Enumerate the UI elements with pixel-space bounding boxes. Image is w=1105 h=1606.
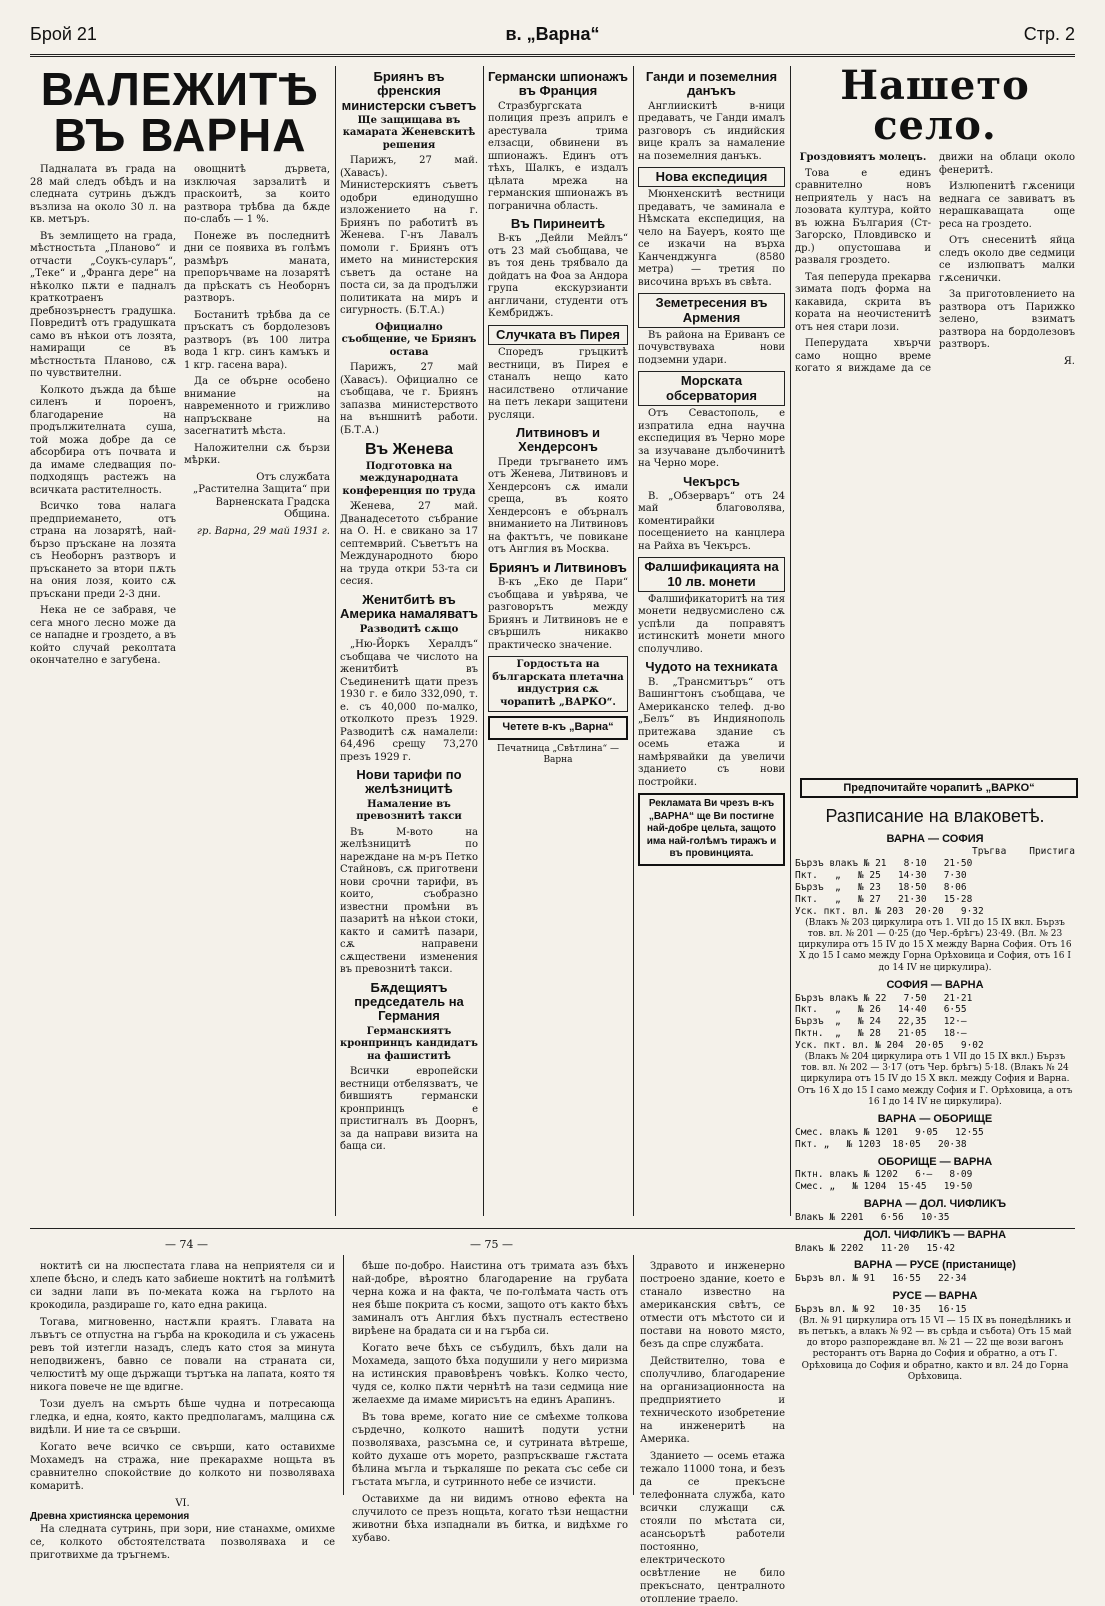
column-rule xyxy=(633,1255,634,1495)
paragraph: Падналата въ града на 28 май следъ обѣдъ и на следната сутринь дъждъ възлиза на около 30 л. на кв. метъръ. xyxy=(30,164,176,225)
page-header xyxy=(30,18,1075,57)
headline: Женитбитѣ въ Америка намаляватъ xyxy=(340,591,479,622)
timetable-row: Бързъ влакъ № 21 8·10 21·50 xyxy=(795,858,973,870)
paragraph: Тая пеперуда прекарва зимата подъ форма на какавида, скрита въ кората на неочистенитѣ отъ нея стари лози. xyxy=(795,271,931,333)
paragraph: бѣше по-добро. Наистина отъ тримата азъ бѣхъ най-добре, вѣроятно благодарение на грубата черна кожа и на факта, че по-голѣмата часть отъ нея бѣше покрита съ косми, защото отъ както бѣхъ заминалъ отъ Англия бѣхъ пустналъ естествено вирѣене на брадата си и на гърба си. xyxy=(352,1261,628,1337)
paragraph: Мюнхенскитѣ вестници предаватъ, че заминала е Нѣмската експедиция, на чело на Бауеръ, която ще се изкачи на върха Канченджунга (8580 метра) — третия по височина връхъ въ свѣта. xyxy=(638,189,785,288)
timetable-row: Смес. влакъ № 1201 9·05 12·55 xyxy=(795,1126,984,1138)
timetable-row: Пктн. влакъ № 1202 6·— 8·09 xyxy=(795,1169,973,1181)
paragraph: Въ землището на града, мѣстностьта „Планово“ и отчасти „Соукъ-суларъ“, „Теке“ и „Франга дере“ на нѣколко пѫти е падналъ краткотраенъ дребнозърнестъ градушка. Повредитѣ отъ градушката само въ нѣкои отъ лозята, намиращи се въ мѣстностьта Планово, сѫ по чувствителни. xyxy=(30,230,176,379)
paragraph: Англиискитѣ в-ници предаватъ, че Ганди ималъ разговоръ съ индийския вице кралъ за намаление на поземелния данъкъ. xyxy=(638,100,785,162)
timetable-row: Уск. пкт. вл. № 204 20·05 9·02 xyxy=(795,1040,984,1051)
headline: Литвиновъ и Хендерсонъ xyxy=(515,425,600,455)
column-rule xyxy=(483,66,484,1216)
subheadline: Гроздовиятъ молецъ. xyxy=(799,152,927,163)
our-village-title: Нашето село. xyxy=(840,62,1030,149)
timetable-route: РУСЕ — ВАРНА xyxy=(892,1290,978,1302)
timetable-row: Бързъ „ № 24 22,35 12·— xyxy=(795,1016,967,1028)
column-4 xyxy=(488,66,628,1216)
paragraph: Фалшификаторитѣ на тия монети недвусмислено сѫ успѣли да поправятъ истинскитѣ монети много сполучливо. xyxy=(638,593,785,655)
paragraph: Понеже въ последнитѣ дни се появиха въ голѣмъ размѣръ маната, препоръчваме на лозарятѣ да прѣскатъ съ Необорнъ разтворъ. xyxy=(184,230,330,304)
subheadline: Разводитѣ сѫщо xyxy=(359,623,459,635)
timetable-row: Бързъ „ № 23 18·50 8·06 xyxy=(795,881,967,893)
column-rule xyxy=(335,66,336,1216)
headline: Ганди и поземелния данъкъ xyxy=(645,69,778,99)
timetable-row: Влакъ № 2201 6·56 10·35 xyxy=(795,1211,950,1223)
paragraph: Въ М-вото на желѣзницитѣ по нареждане на м-ръ Петко Стайновъ, сѫ приготвени нови срочни тарифи, въ които, съобразно известни промѣни въ пазаритѣ на нѣкои стоки, както и самитѣ пазари, сѫ направени сѫществени изменения въ превознитѣ такси. xyxy=(340,826,478,976)
paragraph: Излюпенитѣ гѫсеници веднага се завиватъ въ нерашкаващата още реса на гроздето. xyxy=(939,181,1075,230)
headline: Чекърсъ xyxy=(683,473,740,489)
varko-box: Гордостьта на българската плетачна индустрия сѫ чорапитѣ „ВАРКО“. xyxy=(488,656,628,712)
chapter-number: VI. xyxy=(175,1498,190,1509)
timetable-row: Пкт. „ № 1203 18·05 20·38 xyxy=(795,1138,967,1150)
advert-box: Рекламата Ви чрезъ в-къ „ВАРНА“ ще Ви постигне най-добре цельта, защото има най-голѣмъ тиражъ и въ провинцията. xyxy=(638,793,785,866)
rainfall-col-b xyxy=(184,164,330,672)
rainfall-title: ВАЛЕЖИТѢ ВЪ ВАРНА xyxy=(40,63,320,161)
timetable-row: Пкт. „ № 27 21·30 15·28 xyxy=(795,893,973,905)
chapter-heading: Древна християнска церемония xyxy=(30,1511,190,1522)
page-number-75: — 75 — xyxy=(470,1238,513,1251)
headline: Морската обсерватория xyxy=(638,371,785,406)
paragraph: Споредъ гръцкитѣ вестници, въ Пирея е станалъ нещо като насилствено отличание на петъ лекари защитени русляци. xyxy=(488,347,628,421)
timetable-row: Пкт. „ № 25 14·30 7·30 xyxy=(795,870,967,881)
column-rule xyxy=(343,1255,344,1495)
timetable-route: ВАРНА — ОБОРИЩЕ xyxy=(877,1113,993,1126)
page-number: Стр. 2 xyxy=(1023,24,1075,44)
paragraph: Действително, това е сполучливо, благодарение на организационноста на предприятието и техническото изобретение на инженеритѣ на Америка. xyxy=(640,1356,785,1445)
paragraph: Наложителни сѫ бързи мѣрки. xyxy=(184,442,330,466)
timetable-row: Смес. „ № 1204 15·45 19·50 xyxy=(795,1181,973,1193)
paragraph: Въ това време, когато ние се смѣехме толкова сърдечно, колкото нашитѣ подути устни позволяваха, разсъмна се, и сутрината вѣтреше, който духаше отъ морето, разпръскваше гѫстата бѣлина мъгла и търкаляше по реката със себе си гъстата мъгла, и сутринното небе се изчисти. xyxy=(352,1412,628,1488)
paragraph: Когато вече бѣхъ се събудилъ, бѣхъ дали на Мохамеда, защото бѣха подушили у него миризма на истинския правовѣренъ човѣкъ. Колко често, чудя се, колко пѫти чернѣтѣ на тази седмица ние желаехме да имаме мирисътъ на единъ Арапинъ. xyxy=(352,1343,628,1406)
timetable-row: Бързъ влакъ № 22 7·50 21·21 xyxy=(795,992,973,1004)
train-timetable xyxy=(795,805,1075,1382)
printer-line: Печатница „Свѣтлина“ — Варна xyxy=(496,743,620,766)
timetable-route: ВАРНА — РУСЕ (пристанище) xyxy=(854,1259,1016,1272)
headline: Случката въ Пирея xyxy=(488,325,628,345)
story-column-3 xyxy=(640,1260,785,1605)
column-3 xyxy=(340,66,478,1216)
column-rule xyxy=(633,66,634,1216)
page-number-74: — 74 — xyxy=(165,1238,208,1251)
paragraph: В. „Обзерваръ“ отъ 24 май благоволява, коментирайки посещението на канцлера на Райха въ Чекърсъ. xyxy=(638,490,785,552)
timetable-row: Пктн. „ № 28 21·05 18·— xyxy=(795,1028,967,1040)
timetable-row: Бързъ вл. № 91 16·55 22·34 xyxy=(795,1273,967,1285)
paragraph: Нека не се забравя, че сега много лесно може да се нападне и гроздето, а въ който случай реколтата окончателно е загубена. xyxy=(30,605,176,666)
paragraph: В-къ „Еко де Пари“ съобщава и увѣрява, че разговорътъ между Бриянъ и Литвиновъ не е свършилъ никакво практическо значение. xyxy=(488,577,628,651)
rainfall-col-a xyxy=(30,164,176,672)
story-column-2 xyxy=(352,1260,628,1544)
paragraph: Парижъ, 27 май (Хавасъ). Официално се съобщава, че г. Бриянъ запазва министерството на външнитѣ работи. (Б.Т.А.) xyxy=(340,362,478,436)
paragraph: Парижъ, 27 май. (Хавасъ). Министерскиятъ съветъ одобри единодушно изложението на г. Бриянъ по работитѣ въ Женева. Г-нъ Лавалъ помоли г. Бриянъ отъ името на министерския съветъ да остане на поста си, за да продължи политиката на миръ и сигурность. (Б.Т.А.) xyxy=(340,155,478,317)
headline: Нови тарифи по желѣзницитѣ xyxy=(356,767,462,797)
rainfall-article xyxy=(30,63,330,1216)
date: гр. Варна, 29 май 1931 г. xyxy=(196,525,330,537)
timetable-note: (Влакъ № 204 циркулира отъ 1 VII до 15 IX вкл.) Бързъ тов. вл. № 202 — 3·17 (отъ Чер. брѣгъ) 5·18. (Влакъ № 24 циркулира отъ 15 IV до 15 X вкл. между София и Варна. Отъ 16 X до 15 I само между София и Г. Орѣховица, а отъ 16 I до 14 IV не циркулира). xyxy=(797,1051,1073,1107)
paragraph: „Ню-Йоркъ Хералдъ“ съобщава че числото на женитбитѣ въ Съединенитѣ щати презъ 1930 г. е било 332,090, т. е. съ 40,000 по-малко, отколкото презъ 1929. Разводитѣ сѫ намалели: 64,496 срещу 73,270 презъ 1929 г. xyxy=(340,639,478,763)
paragraph: Този дуелъ на смърть бѣше чудна и потресающа гледка, и една, която, както предполагамъ, малцина сѫ видѣли. И ние та се свърши. xyxy=(30,1399,335,1436)
timetable-col-header: Тръгва Пристига xyxy=(972,846,1075,858)
headline: Германски шпионажъ въ Франция xyxy=(488,69,628,99)
subheadline: Официално съобщение, че Бриянъ остава xyxy=(341,321,477,358)
timetable-route: СОФИЯ — ВАРНА xyxy=(886,978,984,991)
paragraph: Здравото и инженерно построено здание, което е станало известно на американския свѣтъ, се отмести отъ мѣстото си и постави на новото място, безъ да спре службата. xyxy=(640,1261,785,1350)
paragraph: На следната сутринь, при зори, ние станахме, омихме се, колкото обстоятелствата позволяваха и се приготвихме да тръгнемъ. xyxy=(30,1524,335,1561)
subheadline: Ще защищава въ камарата Женевскитѣ решения xyxy=(342,114,476,151)
timetable-row: Бързъ вл. № 92 10·35 16·15 xyxy=(795,1303,967,1315)
our-village-section xyxy=(795,62,1075,774)
paragraph: Когато вече всичко се свърши, като оставихме Мохамедъ на стража, ние прекарахме нощьта въ сравнително спокойствие до колкото ни позволяваха комаритѣ. xyxy=(30,1442,335,1492)
column-rule xyxy=(790,66,791,1216)
signature: Отъ службата „Растителна Защита“ при Варненската Градска Община. xyxy=(193,471,330,520)
headline: Въ Женева xyxy=(364,441,454,459)
headline: Чудото на техниката xyxy=(645,659,778,675)
paragraph: Въ района на Ериванъ се почувствуваха нови подземни удари. xyxy=(638,329,785,366)
paragraph: Колкото дъжда да бѣше силенъ и пороенъ, благодарение на продължителната суша, той можа добре да се абсорбира отъ почвата и да имаме следващия по-подходящъ растежъ на всичката растителность. xyxy=(30,384,176,496)
paragraph: Стразбургската полиция презъ априлъ е арестувала трима елзасци, обвинени въ шпионажъ. Единъ отъ тѣхъ, Шалкъ, е издалъ цѣлата мрежа на германския шпионажъ въ погранична область. xyxy=(488,100,628,212)
paragraph: Отъ снесенитѣ яйца следъ около две седмици се излюпватъ малки гѫсенички. xyxy=(939,235,1075,284)
headline: Земетресения въ Армения xyxy=(638,293,785,328)
paragraph: овощнитѣ дървета, изключая зарзалитѣ и праскоитѣ, за които разтвора трѣбва да бѫде по-слабъ — 1 %. xyxy=(184,164,330,225)
timetable-note: (Вл. № 91 циркулира отъ 15 VI — 15 IX въ понедѣлникъ и въ петъкъ, а влакъ № 92 — въ срѣда и съботa) Отъ 15 май до второ разпореждане вл. № 21 — 22 ще вози вагонъ ресторантъ отъ Варна до София и обратно, а отъ Г. Орѣховица до София и обратно, както и вл. 24 до Горна Орѣховица. xyxy=(798,1315,1072,1382)
subheadline: Германскиятъ кронпринцъ кандидатъ на фашиститѣ xyxy=(340,1025,478,1062)
timetable-route: ДОЛ. ЧИФЛИКЪ — ВАРНА xyxy=(863,1228,1007,1241)
headline: Нова експедиция xyxy=(638,167,785,187)
column-5 xyxy=(638,66,785,1216)
paragraph: Зданието — осемь етажа тежало 11000 тона, и безъ да се прекъсне телефонната служба, като всички служащи сѫ стояли по мѣстата си, асансьорътѣ работели постоянно, електрическото освѣтление не било прекъснато, централното отопление траело. xyxy=(640,1451,785,1605)
timetable-route: ВАРНА — СОФИЯ xyxy=(886,832,984,845)
paragraph: Да се обърне особено внимание на навременното и грижливо напръскване на засегнатитѣ мѣста. xyxy=(184,376,330,437)
headline: Въ Пиринеитѣ xyxy=(510,216,606,232)
issue-number: Брой 21 xyxy=(30,24,97,44)
story-column-1 xyxy=(30,1260,335,1561)
subheadline: Намаление въ превознитѣ такси xyxy=(356,798,462,823)
headline: Бриянъ въ френския министерски съветъ xyxy=(341,69,477,113)
signature: Я. xyxy=(1063,355,1075,367)
timetable-row: Уск. пкт. вл. № 203 20·20 9·32 xyxy=(795,905,984,917)
timetable-route: ВАРНА — ДОЛ. ЧИФЛИКЪ xyxy=(863,1198,1007,1211)
paragraph: Това е единъ сравнително новъ неприятель у насъ на лозовата култура, който въ южна България (Ст-Загорско, Пловдивско и др.) опустошава и разваля гроздето. xyxy=(795,167,931,266)
headline: Бриянъ и Литвиновъ xyxy=(489,559,627,575)
timetable-row: Влакъ № 2202 11·20 15·42 xyxy=(795,1242,956,1254)
paragraph: За приготовлението на разтвора отъ Парижко зелено, взиматъ разтвора на бордолезовъ разтворъ. xyxy=(939,289,1075,350)
paragraph: Отъ Севастополь, е изпратила една научна експедиция въ Черно море за изучаване дълбочинитѣ на Черно море. xyxy=(638,408,785,470)
paper-name: в. „Варна“ xyxy=(505,24,600,44)
paragraph: Пеперудата хвърчи само нощно време когато я виждаме да се движи на облаци около фенеритѣ. xyxy=(795,152,1075,374)
paragraph: Оставихме да ни видимъ отново ефекта на случилото се презъ нощьта, когато тѣзи нещастни животни бѣха изпаднали въ битка, и видѣхме го хубаво. xyxy=(352,1494,628,1544)
paragraph: Преди тръгването имъ отъ Женева, Литвиновъ и Хендерсонъ сѫ имали среща, въ която Хендерсонъ е обърналъ вниманието на Литвиновъ на фактътъ, че повикане отъ Англия въ Москва. xyxy=(488,456,628,556)
timetable-route: ОБОРИЩЕ — ВАРНА xyxy=(877,1155,993,1168)
paragraph: Всичко това налага предприемането, отъ страна на лозарятѣ, най-бързо пръскане на лозята съ Необорнъ разтворъ и пръскането за втори пѫть на ония лозя, които сѫ пръскани преди 2-3 дни. xyxy=(30,501,176,600)
paragraph: Всички европейски вестници отбелязватъ, че бившиятъ германски кронпринцъ е пристигналъ въ Доорнъ, за да направи визита на баща си. xyxy=(340,1066,478,1153)
paragraph: В. „Трансмитъръ“ отъ Вашингтонъ съобщава, че Американско телеф. д-во „Белъ“ въ Индиянополь притежава здание съ осемь етажа и намѣрявайки да увеличи зданието съ нови постройки. xyxy=(638,676,785,788)
paragraph: Тогава, мигновенно, настѫпи краятъ. Главата на лъвътъ се отпустна на гърба на крокодила и съ ужасень ревъ той изтегли назадъ, следъ като стоя за минута неподвиженъ, бавно се повали на страната си, челюститѣ му още държащи търтъка на лапата, която тя никога повече не ще вдигне. xyxy=(30,1317,335,1393)
read-varna: Четете в-къ „Варна“ xyxy=(488,716,628,740)
headline: Бѫдещиятъ председатель на Германия xyxy=(354,979,464,1024)
timetable-note: (Влакъ № 203 циркулира отъ 1. VII до 15 IX вкл. Бързъ тов. вл. № 201 — 0·25 (до Чер.-брѣгъ) 23·49. (Вл. № 23 циркулира отъ 15 IV до 15 X между Варна София. Отъ 16 X до 15 I само между Горна Орѣховица и София, отъ 16 I до 14 IV не циркулира). xyxy=(798,917,1072,973)
paragraph: Бостанитѣ трѣбва да се пръскатъ съ бордолезовъ разтворъ (въ 100 литра вода 1 кгр. синъ камъкъ и 1 кгр. гасена вара). xyxy=(184,309,330,371)
headline: Фалшификацията на 10 лв. монети xyxy=(638,557,785,592)
paragraph: В-къ „Дейли Мейлъ“ отъ 23 май съобщава, че въ тоя день трябвало да дойдатъ на Фоа за Андора група екскурзианти англичани, студенти отъ Кембриджъ. xyxy=(488,233,628,320)
paragraph: Женева, 27 май. Дванадесетото събрание на О. Н. е свикано за 17 септемврий. Съветътъ на Международното бюро на труда откри 53-та си сесия. xyxy=(340,501,478,588)
varko-recommend: Предпочитайте чорапитѣ „ВАРКО“ xyxy=(800,778,1078,798)
paragraph: ноктитѣ си на люспестата глава на неприятеля си и хлепе бѣсно, и следъ като забиеше ноктитѣ на голѣмитѣ си задни лапи въ по-меката кожа на гърлото на крокодила, раздираше го, като една ракица. xyxy=(30,1261,335,1311)
timetable-title: Разписание на влаковетѣ. xyxy=(825,806,1045,826)
timetable-row: Пкт. „ № 26 14·40 6·55 xyxy=(795,1004,967,1016)
subheadline: Подготовка на международната конференция по труда xyxy=(342,460,476,497)
